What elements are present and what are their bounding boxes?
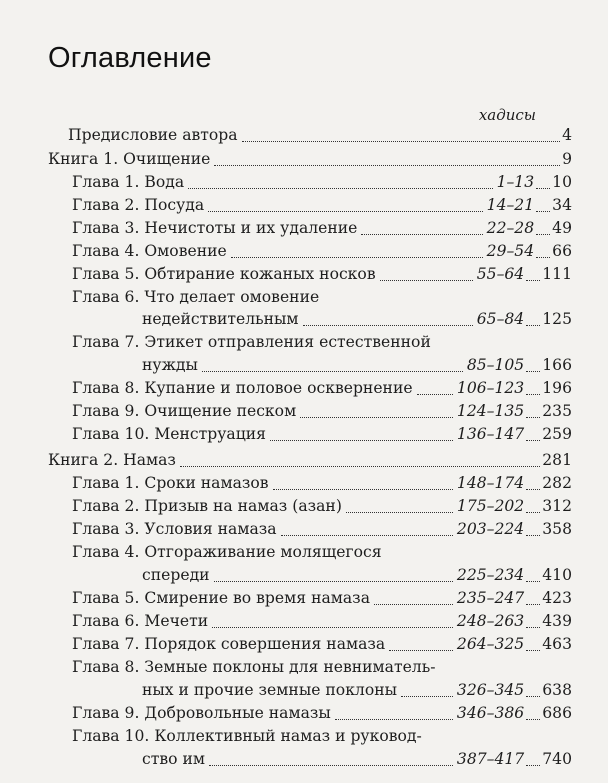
toc-entry-title: Глава 1. Вода (72, 173, 185, 191)
toc-entry-title: Книга 1. Очищение (48, 150, 211, 168)
toc-entry[interactable] (0, 171, 608, 193)
dot-leader (526, 765, 540, 766)
toc-entry[interactable] (0, 702, 608, 724)
toc-entry[interactable] (0, 263, 608, 285)
page-title: Оглавление (48, 42, 212, 74)
toc-entry-page: 439 (542, 612, 572, 630)
toc-entry[interactable] (0, 308, 608, 330)
dot-leader (526, 417, 540, 418)
toc-entry-hadith-range: 264–325 (456, 635, 525, 653)
toc-entry-hadith-range: 346–386 (456, 704, 525, 722)
dot-leader (380, 280, 473, 281)
toc-entry-title: Глава 5. Обтирание кожаных носков (72, 265, 376, 283)
toc-entry-title: ство им (142, 750, 206, 768)
toc-entry[interactable] (0, 240, 608, 262)
dot-leader (209, 765, 453, 766)
toc-entry-title: Предисловие автора (68, 126, 238, 144)
dot-leader (526, 627, 540, 628)
toc-entry-title: Глава 9. Добровольные намазы (72, 704, 331, 722)
toc-entry-hadith-range: 148–174 (456, 474, 525, 492)
toc-entry[interactable] (0, 124, 608, 146)
toc-entry-title: Глава 10. Менструация (72, 425, 266, 443)
dot-leader (281, 535, 453, 536)
toc-entry-page: 111 (542, 265, 572, 283)
toc-entry-hadith-range: 85–105 (466, 356, 525, 374)
toc-entry-title: Глава 5. Смирение во время намаза (72, 589, 370, 607)
toc-entry[interactable] (0, 217, 608, 239)
dot-leader (526, 325, 540, 326)
toc-entry-page: 410 (542, 566, 572, 584)
toc-entry-page: 66 (552, 242, 572, 260)
toc-entry-hadith-range: 1–13 (496, 173, 535, 191)
toc-entry-title: Глава 6. Мечети (72, 612, 209, 630)
toc-entry[interactable] (0, 400, 608, 422)
toc-entry[interactable] (0, 354, 608, 376)
toc-entry[interactable] (0, 587, 608, 609)
dot-leader (526, 371, 540, 372)
toc-entry[interactable] (0, 633, 608, 655)
toc-entry-title: Глава 6. Что делает омовение (72, 288, 320, 306)
toc-entry-hadith-range: 175–202 (456, 497, 525, 515)
toc-entry-hadith-range: 387–417 (456, 750, 525, 768)
toc-entry-page: 423 (542, 589, 572, 607)
toc-entry[interactable] (0, 194, 608, 216)
toc-entry[interactable] (0, 564, 608, 586)
dot-leader (526, 440, 540, 441)
toc-entry-title: Глава 8. Купание и половое осквернение (72, 379, 413, 397)
toc-entry[interactable] (0, 449, 608, 471)
toc-entry-page: 638 (542, 681, 572, 699)
toc-entry[interactable] (0, 679, 608, 701)
dot-leader (335, 719, 453, 720)
toc-entry-page: 34 (552, 196, 572, 214)
toc-entry-page: 686 (542, 704, 572, 722)
toc-entry[interactable] (0, 472, 608, 494)
toc-entry[interactable] (0, 725, 608, 747)
toc-entry[interactable] (0, 748, 608, 770)
toc-entry-page: 166 (542, 356, 572, 374)
toc-entry[interactable] (0, 148, 608, 170)
toc-entry-title: недействительным (142, 310, 299, 328)
toc-entry-title: Глава 3. Нечистоты и их удаление (72, 219, 358, 237)
toc-entry-hadith-range: 124–135 (456, 402, 525, 420)
toc-entry-hadith-range: 248–263 (456, 612, 525, 630)
toc-entry-page: 281 (542, 451, 572, 469)
hadith-column-header: хадисы (478, 106, 536, 124)
dot-leader (526, 581, 540, 582)
dot-leader (212, 627, 453, 628)
dot-leader (526, 512, 540, 513)
dot-leader (300, 417, 453, 418)
toc-entry-page: 4 (562, 126, 572, 144)
dot-leader (536, 188, 550, 189)
dot-leader (361, 234, 482, 235)
dot-leader (214, 165, 560, 166)
dot-leader (526, 280, 540, 281)
toc-entry-title: Глава 2. Призыв на намаз (азан) (72, 497, 342, 515)
dot-leader (346, 512, 453, 513)
toc-entry[interactable] (0, 495, 608, 517)
dot-leader (208, 211, 482, 212)
toc-entry-page: 358 (542, 520, 572, 538)
toc-entry-title: ных и прочие земные поклоны (142, 681, 398, 699)
toc-entry-title: Книга 2. Намаз (48, 451, 176, 469)
dot-leader (536, 211, 550, 212)
dot-leader (214, 581, 453, 582)
toc-entry-title: Глава 9. Очищение песком (72, 402, 297, 420)
dot-leader (242, 141, 561, 142)
toc-entry-title: Глава 1. Сроки намазов (72, 474, 269, 492)
dot-leader (273, 489, 453, 490)
toc-entry-page: 463 (542, 635, 572, 653)
toc-entry-page: 235 (542, 402, 572, 420)
toc-entry-title: Глава 7. Порядок совершения намаза (72, 635, 386, 653)
toc-entry[interactable] (0, 331, 608, 353)
toc-entry[interactable] (0, 377, 608, 399)
toc-entry-hadith-range: 55–64 (476, 265, 525, 283)
toc-entry[interactable] (0, 541, 608, 563)
toc-entry-hadith-range: 225–234 (456, 566, 525, 584)
dot-leader (389, 650, 453, 651)
toc-entry-page: 740 (542, 750, 572, 768)
toc-entry[interactable] (0, 656, 608, 678)
toc-entry-hadith-range: 29–54 (486, 242, 535, 260)
toc-entry-title: Глава 10. Коллективный намаз и руковод- (72, 727, 422, 745)
toc-entry-title: Глава 7. Этикет отправления естественной (72, 333, 431, 351)
toc-entry-title: нужды (142, 356, 198, 374)
dot-leader (526, 394, 540, 395)
toc-entry-hadith-range: 65–84 (476, 310, 525, 328)
toc-entry-hadith-range: 22–28 (486, 219, 535, 237)
toc-entry[interactable] (0, 286, 608, 308)
toc-entry-page: 259 (542, 425, 572, 443)
toc-entry-title: спереди (142, 566, 210, 584)
toc-entry-page: 125 (542, 310, 572, 328)
toc-entry-page: 9 (562, 150, 572, 168)
toc-entry-hadith-range: 14–21 (486, 196, 535, 214)
toc-entry-hadith-range: 136–147 (456, 425, 525, 443)
toc-entry-title: Глава 2. Посуда (72, 196, 205, 214)
toc-entry-hadith-range: 235–247 (456, 589, 525, 607)
dot-leader (536, 234, 550, 235)
toc-entry-page: 312 (542, 497, 572, 515)
toc-entry-hadith-range: 106–123 (456, 379, 525, 397)
toc-entry-title: Глава 4. Отгораживание молящегося (72, 543, 382, 561)
dot-leader (180, 466, 540, 467)
dot-leader (526, 604, 540, 605)
toc-entry-page: 282 (542, 474, 572, 492)
dot-leader (401, 696, 453, 697)
toc-entry-title: Глава 4. Омовение (72, 242, 227, 260)
toc-entry-hadith-range: 326–345 (456, 681, 525, 699)
dot-leader (202, 371, 463, 372)
dot-leader (188, 188, 492, 189)
toc-entry-page: 10 (552, 173, 572, 191)
dot-leader (526, 650, 540, 651)
toc-entry-page: 49 (552, 219, 572, 237)
toc-entry[interactable] (0, 610, 608, 632)
toc-entry-hadith-range: 203–224 (456, 520, 525, 538)
dot-leader (374, 604, 453, 605)
toc-entry[interactable] (0, 518, 608, 540)
dot-leader (526, 696, 540, 697)
toc-entry[interactable] (0, 423, 608, 445)
dot-leader (526, 535, 540, 536)
dot-leader (270, 440, 453, 441)
toc-entry-page: 196 (542, 379, 572, 397)
toc-entry-title: Глава 3. Условия намаза (72, 520, 277, 538)
dot-leader (526, 489, 540, 490)
dot-leader (536, 257, 550, 258)
dot-leader (303, 325, 473, 326)
dot-leader (231, 257, 483, 258)
dot-leader (417, 394, 453, 395)
dot-leader (526, 719, 540, 720)
toc-entry-title: Глава 8. Земные поклоны для невниматель- (72, 658, 436, 676)
